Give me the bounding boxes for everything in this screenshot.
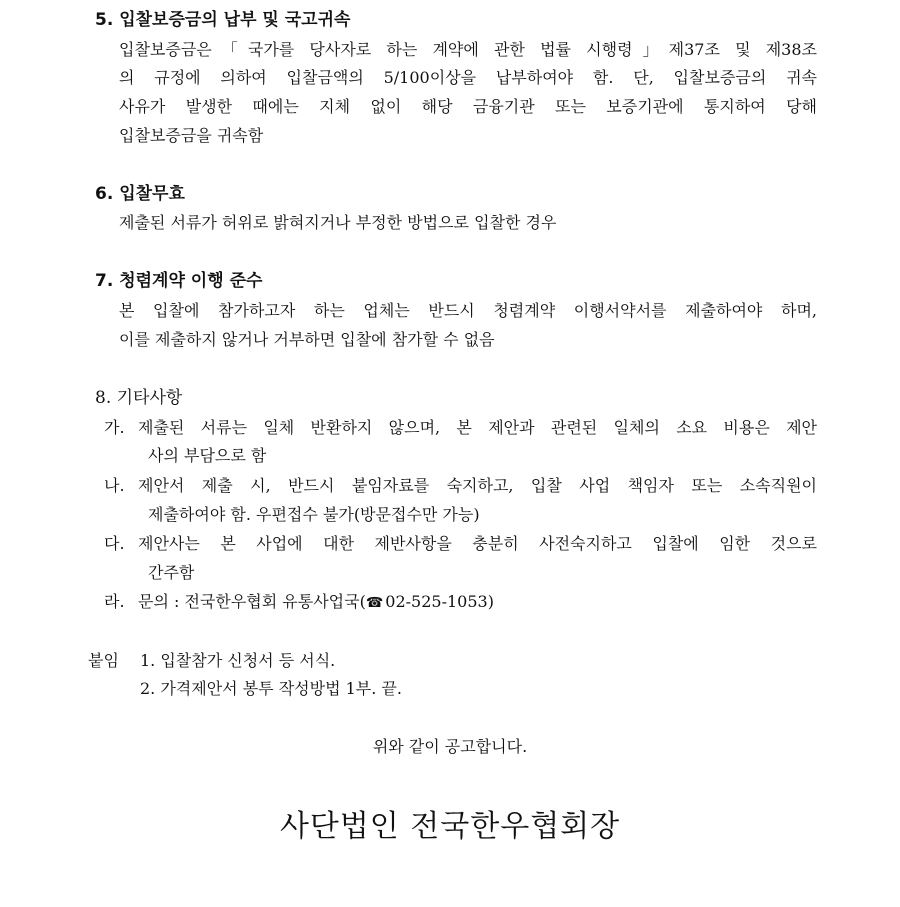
section-7-line-1: 본 입찰에 참가하고자 하는 업체는 반드시 청렴계약 이행서약서를 제출하여야 하며, [119,301,817,320]
section-7-line-2: 이를 제출하지 않거나 거부하면 입찰에 참가할 수 없음 [119,330,495,349]
section-7-title: 7. 청렴계약 이행 준수 [95,271,263,291]
contact-text: 문의 : 전국한우협회 유통사업국( [138,592,366,611]
closing-statement: 위와 같이 공고합니다. [372,737,528,756]
item-na-line-1: 제안서 제출 시, 반드시 붙임자료를 숙지하고, 입찰 사업 책임자 또는 소속직원이 [138,476,817,495]
contact-phone: 02-525-1053) [385,592,494,611]
item-da-line-2: 간주함 [148,563,195,582]
section-5-line-2: 의 규정에 의하여 입찰금액의 5/100이상을 납부하여야 함. 단, 입찰보증금의 귀속 [119,68,817,87]
telephone-icon: ☎ [365,595,384,611]
item-na-marker: 나. [104,476,125,495]
item-ga-line-2: 사의 부담으로 함 [148,446,267,465]
section-5-line-4: 입찰보증금을 귀속함 [119,126,264,145]
item-da-marker: 다. [104,534,125,553]
item-na-line-2: 제출하여야 함. 우편접수 불가(방문접수만 가능) [148,505,480,524]
issuer-signature: 사단법인 전국한우협회장 [279,809,621,844]
attachment-item-1: 1. 입찰참가 신청서 등 서식. [140,651,336,670]
item-ga-line-1: 제출된 서류는 일체 반환하지 않으며, 본 제안과 관련된 일체의 소요 비용은 제안 [138,418,817,437]
attachment-label: 붙임 [88,651,119,670]
section-5-title: 5. 입찰보증금의 납부 및 국고귀속 [95,10,351,30]
item-da-line-1: 제안사는 본 사업에 대한 제반사항을 충분히 사전숙지하고 입찰에 임한 것으로 [138,534,817,553]
section-8-title: 8. 기타사항 [95,388,183,408]
item-ga-marker: 가. [104,418,125,437]
section-5-line-3: 사유가 발생한 때에는 지체 없이 해당 금융기관 또는 보증기관에 통지하여 당해 [119,97,817,116]
item-ra-marker: 라. [104,592,125,611]
item-ra-line [138,592,494,613]
section-6-title: 6. 입찰무효 [95,184,185,204]
section-6-line-1: 제출된 서류가 허위로 밝혀지거나 부정한 방법으로 입찰한 경우 [119,213,557,232]
attachment-item-2: 2. 가격제안서 봉투 작성방법 1부. 끝. [140,679,402,698]
section-5-line-1: 입찰보증금은「국가를 당사자로 하는 계약에 관한 법률 시행령」제37조 및 제38조 [119,40,817,59]
